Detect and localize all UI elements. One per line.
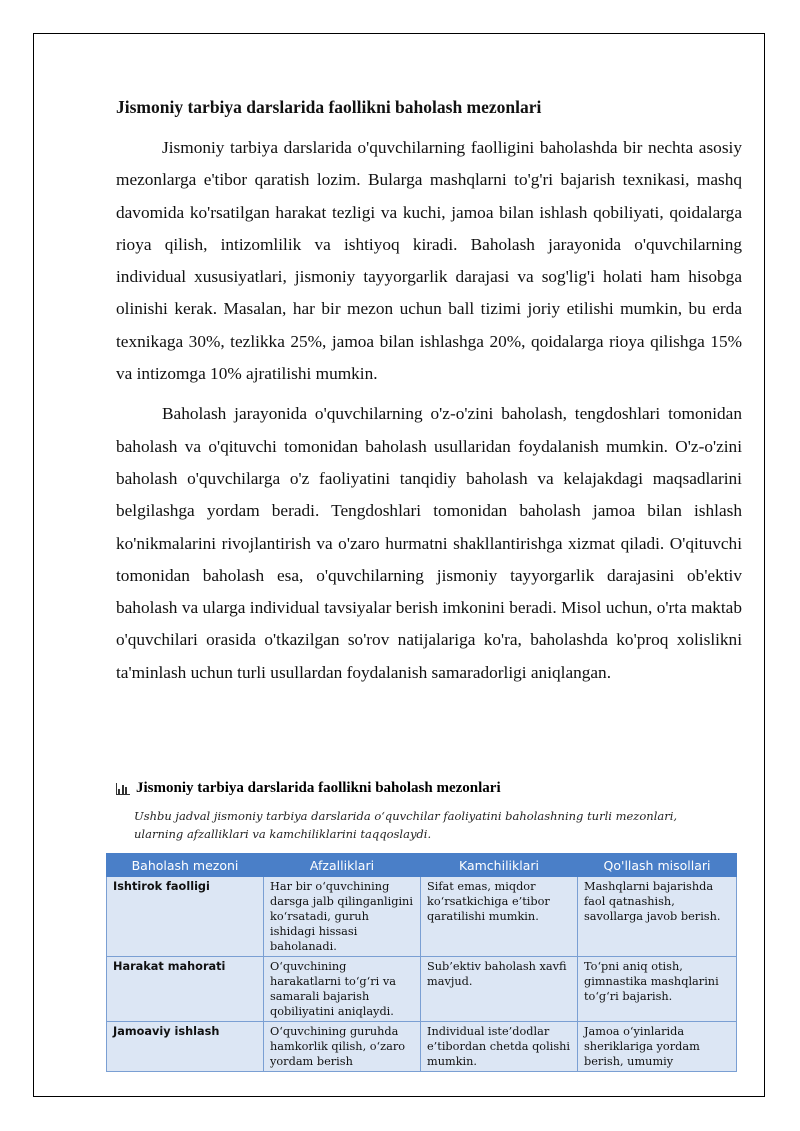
criterion-cell: Jamoaviy ishlash <box>107 1022 264 1072</box>
table-cell: Individual iste’dodlar e’tibordan chetda qolishi mumkin. <box>421 1022 578 1072</box>
table-caption: Ushbu jadval jismoniy tarbiya darslarida o‘quvchilar faoliyatini baholashning turli mezonlari, ularning afzalliklari va kamchiliklarini taqqoslaydi. <box>134 809 678 841</box>
column-header: Kamchiliklari <box>421 854 578 877</box>
paragraph-criteria: Jismoniy tarbiya darslarida o'quvchilarning faolligini baholashda bir nechta asosiy mezonlarga e'tibor qaratish lozim. Bularga mashqlarni to'g'ri bajarish texnikasi, mashq davomida ko'rsatilgan harakat tezligi va kuchi, jamoa bilan ishlash qobiliyati, qoidalarga rioya qilish, intizomlilik va ishtiyoq kiradi. Baholash jarayonida o'quvchilarning individual xususiyatlari, jismoniy tayyorgarlik darajasi va sog'lig'i holati ham hisobga olinishi kerak. Masalan, har bir mezon uchun ball tizimi joriy etilishi mumkin, bu erda texnikaga 30%, tezlikka 25%, jamoa bilan ishlashga 20%, qoidalarga rioya qilishga 15% va intizomga 10% ajratilishi mumkin. <box>116 138 742 384</box>
table-row <box>107 957 737 1022</box>
table-row <box>107 1022 737 1072</box>
column-header: Qo'llash misollari <box>578 854 737 877</box>
table-cell: O‘quvchining guruhda hamkorlik qilish, o‘zaro yordam berish <box>264 1022 421 1072</box>
table-cell: Sifat emas, miqdor ko‘rsatkichiga e’tibor qaratilishi mumkin. <box>421 877 578 957</box>
section-heading: Jismoniy tarbiya darslarida faollikni baholash mezonlari <box>116 97 542 117</box>
table-title-text: Jismoniy tarbiya darslarida faollikni baholash mezonlari <box>136 780 501 796</box>
table-row <box>107 877 737 957</box>
table-section <box>116 780 736 851</box>
table-cell: Sub’ektiv baholash xavfi mavjud. <box>421 957 578 1022</box>
table-cell: Jamoa o‘yinlarida sheriklariga yordam berish, umumiy <box>578 1022 737 1072</box>
document-body <box>116 97 742 697</box>
bar-chart-icon <box>116 783 130 795</box>
criterion-cell: Ishtirok faolligi <box>107 877 264 957</box>
column-header: Afzalliklari <box>264 854 421 877</box>
criteria-table <box>106 853 737 1072</box>
column-header: Baholash mezoni <box>107 854 264 877</box>
criterion-cell: Harakat mahorati <box>107 957 264 1022</box>
table-cell: To‘pni aniq otish, gimnastika mashqlarini to‘g‘ri bajarish. <box>578 957 737 1022</box>
paragraph-methods: Baholash jarayonida o'quvchilarning o'z-o'zini baholash, tengdoshlari tomonidan baholash va o'qituvchi tomonidan baholash usullaridan foydalanish mumkin. O'z-o'zini baholash o'quvchilarga o'z faoliyatini tanqidiy baholash va kelajakdagi maqsadlarini belgilashga yordam beradi. Tengdoshlari tomonidan baholash jamoa bilan ishlash ko'nikmalarini rivojlantirish va o'zaro hurmatni shakllantirishga xizmat qiladi. O'qituvchi tomonidan baholash esa, o'quvchilarning jismoniy tayyorgarlik darajasini ob'ektiv baholash va ularga individual tavsiyalar berish imkonini beradi. Misol uchun, o'rta maktab o'quvchilari orasida o'tkazilgan so'rov natijalariga ko'ra, baholashda ko'proq xolislikni ta'minlash uchun turli usullardan foydalanish samaradorligi aniqlangan. <box>116 404 742 682</box>
table-cell: Har bir o‘quvchining darsga jalb qilinganligini ko‘rsatadi, guruh ishidagi hissasi baholanadi. <box>264 877 421 957</box>
table-cell: O‘quvchining harakatlarni to‘g‘ri va samarali bajarish qobiliyatini aniqlaydi. <box>264 957 421 1022</box>
table-title <box>116 780 736 797</box>
table-cell: Mashqlarni bajarishda faol qatnashish, savollarga javob berish. <box>578 877 737 957</box>
table-header-row <box>107 854 737 877</box>
